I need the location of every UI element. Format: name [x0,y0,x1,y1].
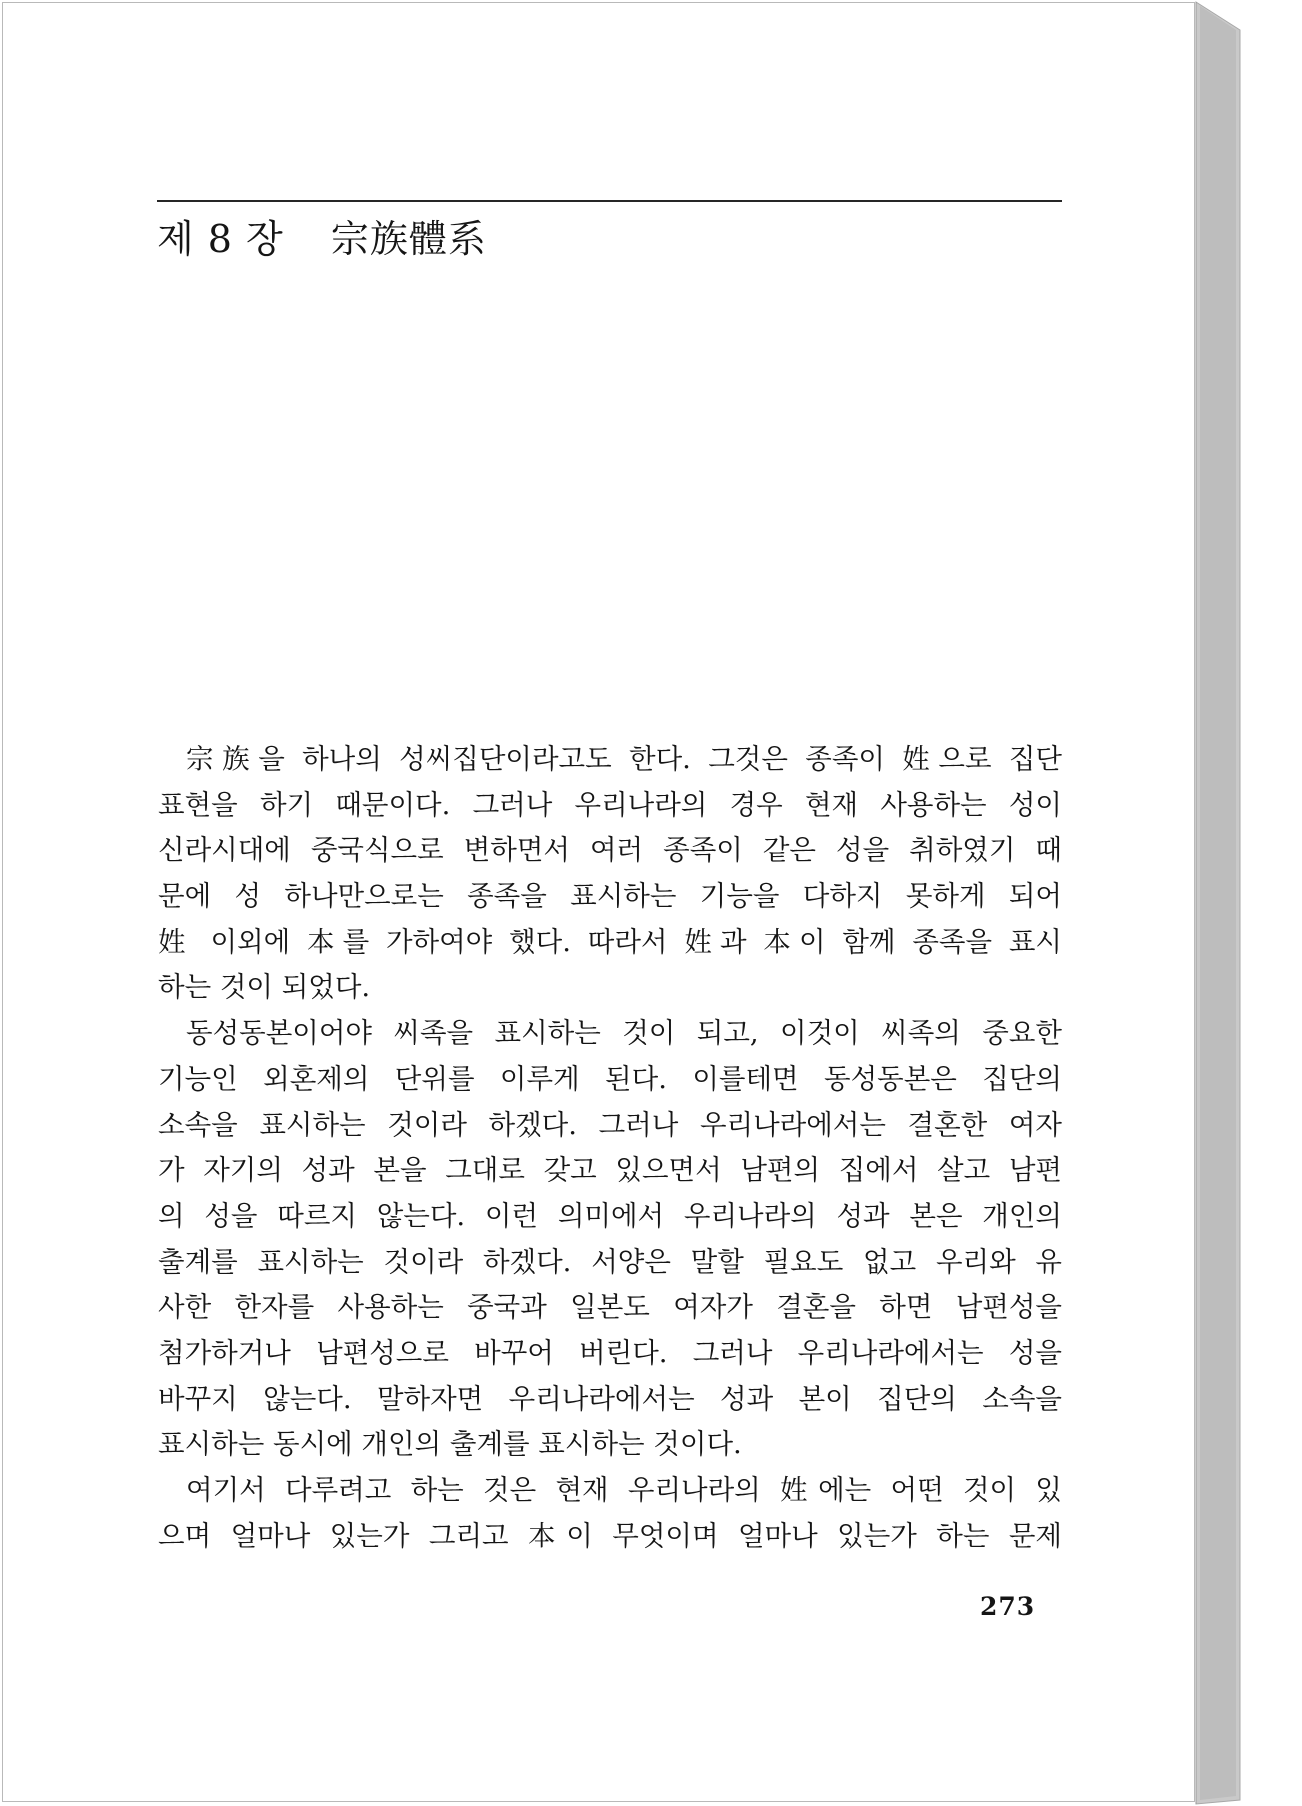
text-line: 宗族을 하나의 성씨집단이라고도 한다. 그것은 종족이 姓으로 집단 [186,743,1062,775]
text-line: 하는 것이 되었다. [158,971,371,1004]
text-line: 표현을 하기 때문이다. 그러나 우리나라의 경우 현재 사용하는 성이 [158,788,1062,821]
chapter-number: 제 8 장 [157,217,284,261]
text-line: 동성동본이어야 씨족을 표시하는 것이 되고, 이것이 씨족의 중요한 [186,1017,1062,1050]
text-line: 바꾸지 않는다. 말하자면 우리나라에서는 성과 본이 집단의 소속을 [158,1382,1062,1415]
text-line: 표시하는 동시에 개인의 출계를 표시하는 것이다. [158,1428,742,1461]
page-number: 273 [980,1592,1036,1621]
chapter-title: 宗族體系 [330,217,487,261]
text-line: 기능인 외혼제의 단위를 이루게 된다. 이를테면 동성동본은 집단의 [158,1062,1062,1095]
text-line: 의 성을 따르지 않는다. 이런 의미에서 우리나라의 성과 본은 개인의 [158,1199,1062,1232]
text-line: 으며 얼마나 있는가 그리고 本이 무엇이며 얼마나 있는가 하는 문제 [158,1519,1062,1552]
text-line: 소속을 표시하는 것이라 하겠다. 그러나 우리나라에서는 결혼한 여자 [158,1108,1062,1141]
text-line: 출계를 표시하는 것이라 하겠다. 서양은 말할 필요도 없고 우리와 유 [158,1245,1062,1278]
text-line: 姓 이외에 本를 가하여야 했다. 따라서 姓과 本이 함께 종족을 표시 [158,925,1062,958]
text-line: 여기서 다루려고 하는 것은 현재 우리나라의 姓에는 어떤 것이 있 [186,1474,1062,1506]
text-line: 사한 한자를 사용하는 중국과 일본도 여자가 결혼을 하면 남편성을 [158,1291,1062,1324]
body-text [158,737,1062,1559]
chapter-heading [157,214,487,264]
text-line: 가 자기의 성과 본을 그대로 갖고 있으면서 남편의 집에서 살고 남편 [158,1154,1062,1187]
chapter-rule [157,200,1062,202]
text-line: 첨가하거나 남편성으로 바꾸어 버린다. 그러나 우리나라에서는 성을 [158,1336,1062,1369]
text-line: 문에 성 하나만으로는 종족을 표시하는 기능을 다하지 못하게 되어 [158,880,1062,913]
text-line: 신라시대에 중국식으로 변하면서 여러 종족이 같은 성을 취하였기 때 [158,834,1062,867]
